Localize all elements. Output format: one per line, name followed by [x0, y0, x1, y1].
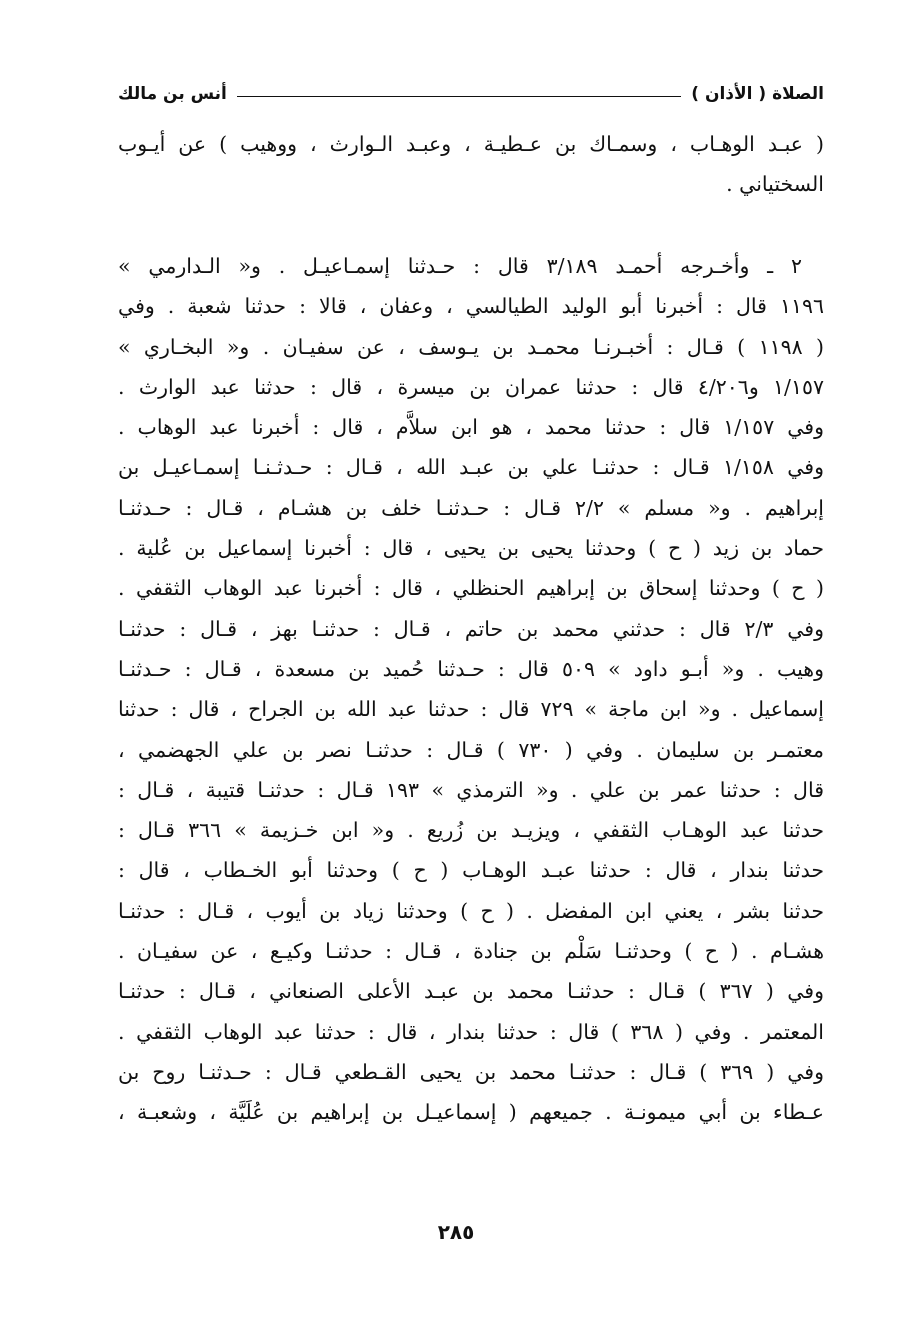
text-line: ١/١٥٧ و٤/٢٠٦ قال : حدثنا عمران بن ميسرة ، قال : حدثنا عبد الوارث . — [118, 374, 824, 399]
text-line: حدثنا بشر ، يعني ابن المفضل . ( ح ) وحدثنا زياد بن أيوب ، قـال : حدثنـا — [118, 898, 824, 923]
text-line: حدثنا عبد الوهـاب الثقفي ، ويزيـد بن زُريع . و« ابن خـزيمة » ٣٦٦ قـال : — [118, 818, 824, 843]
paragraph-continuation — [118, 124, 824, 205]
text-line: ( ح ) وحدثنا إسحاق بن إبراهيم الحنظلي ، قال : أخبرنا عبد الوهاب الثقفي . — [118, 576, 824, 601]
text-line: ٢ ـ وأخـرجه أحمـد ٣/١٨٩ قال : حـدثنا إسمـاعيـل . و« الـدارمي » — [118, 254, 802, 278]
text-line: وفي ١/١٥٨ قـال : حدثنـا علي بن عبـد الله ، قـال : حـدثـنـا إسمـاعيـل بن — [118, 455, 824, 480]
text-line: وفي ٢/٣ قال : حدثني محمد بن حاتم ، قـال : حدثنـا بهز ، قـال : حدثنـا — [118, 616, 824, 641]
text-line: حماد بن زيد ( ح ) وحدثنا يحيى بن يحيى ، قال : أخبرنا إسماعيل بن عُلية . — [118, 536, 824, 561]
text-line: عـطاء بن أبي ميمونـة . جميعهم ( إسماعيـل بن إبراهيم بن عُلَيَّة ، وشعبـة ، — [118, 1100, 824, 1125]
paragraph-takhrij — [118, 246, 824, 1133]
header-narrator-name: أنس بن مالك — [118, 84, 227, 104]
text-line: إسماعيل . و« ابن ماجة » ٧٢٩ قال : حدثنا عبد الله بن الجراح ، قال : حدثنا — [118, 697, 824, 722]
text-line: إبراهيم . و« مسلم » ٢/٢ قـال : حـدثنـا خلف بن هشـام ، قـال : حـدثنـا — [118, 495, 824, 520]
text-line: وهيب . و« أبـو داود » ٥٠٩ قال : حـدثنا حُميد بن مسعدة ، قـال : حـدثنـا — [118, 656, 824, 681]
text-line: ( ١١٩٨ ) قـال : أخبـرنـا محمـد بن يـوسف ، عن سفيـان . و« البخـاري » — [118, 334, 824, 359]
text-line: السختياني . — [726, 172, 824, 197]
text-line: ( عبـد الوهـاب ، وسمـاك بن عـطيـة ، وعبـد الـوارث ، ووهيب ) عن أيـوب — [118, 132, 824, 156]
text-line: وفي ١/١٥٧ قال : حدثنا محمد ، هو ابن سلاَّم ، قال : أخبرنا عبد الوهاب . — [118, 415, 824, 440]
text-line: قال : حدثنا عمر بن علي . و« الترمذي » ١٩٣ قـال : حدثنـا قتيبة ، قـال : — [118, 777, 824, 802]
page-number: ٢٨٥ — [437, 1220, 475, 1244]
text-line: هشـام . ( ح ) وحدثنـا سَلْم بن جنادة ، قـال : حدثنـا وكيـع ، عن سفيـان . — [118, 939, 824, 964]
header-rule — [237, 96, 681, 97]
text-line: وفي ( ٣٦٩ ) قـال : حدثنـا محمد بن يحيى القـطعي قـال : حـدثنـا روح بن — [118, 1059, 824, 1084]
text-line: حدثنا بندار ، قال : حدثنا عبـد الوهـاب ( ح ) وحدثنا أبو الخـطاب ، قال : — [118, 858, 824, 883]
text-line: ١١٩٦ قال : أخبرنا أبو الوليد الطيالسي ، وعفان ، قالا : حدثنا شعبة . وفي — [118, 294, 824, 319]
text-line: وفي ( ٣٦٧ ) قـال : حدثنـا محمد بن عبـد الأعلى الصنعاني ، قـال : حدثنـا — [118, 979, 824, 1004]
running-header — [118, 78, 824, 104]
text-line: معتمـر بن سليمان . وفي ( ٧٣٠ ) قـال : حدثنـا نصر بن علي الجهضمي ، — [118, 737, 824, 762]
text-line: المعتمر . وفي ( ٣٦٨ ) قال : حدثنا بندار ، قال : حدثنا عبد الوهاب الثقفي . — [118, 1019, 824, 1044]
header-chapter-title: الصلاة ( الأذان ) — [691, 84, 824, 104]
